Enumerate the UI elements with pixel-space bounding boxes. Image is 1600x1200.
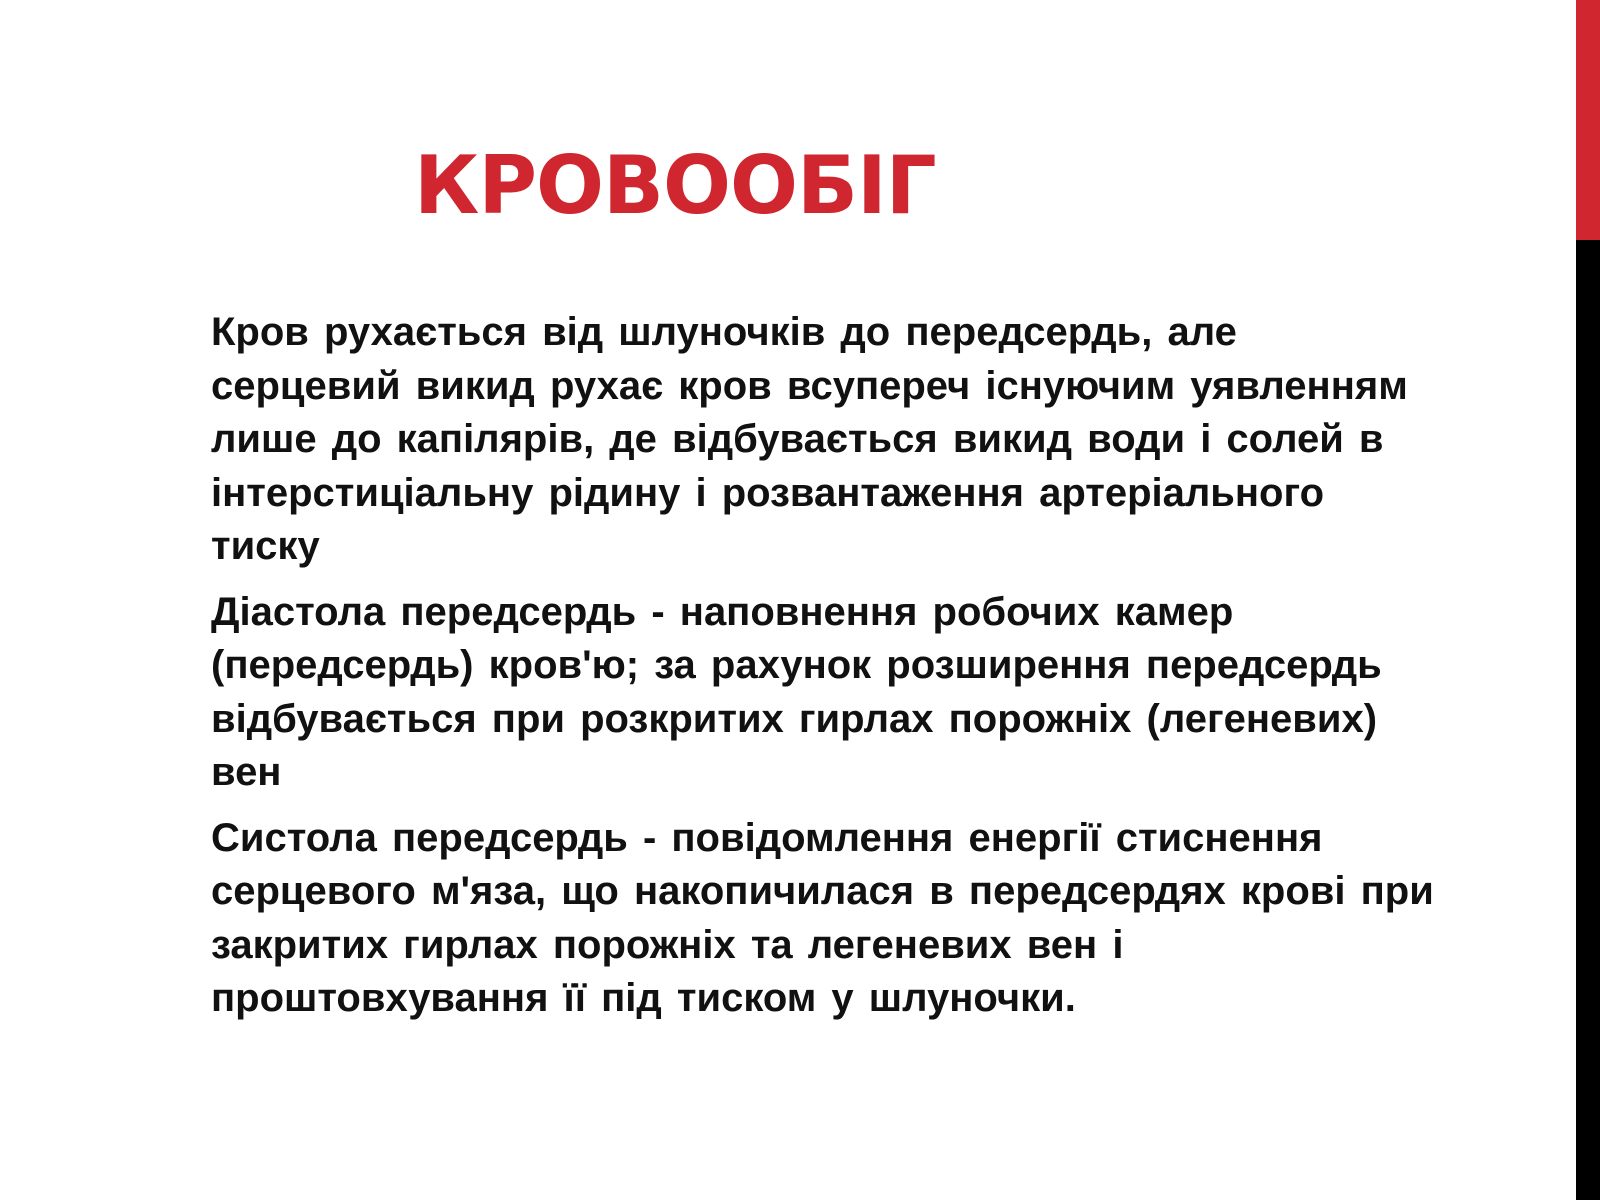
paragraph-line: Діастола передсердь - наповнення робочих камер (211, 589, 1234, 634)
paragraph-line: серцевий викид рухає кров всупереч існуючим уявленням (211, 363, 1408, 408)
paragraph-atrial-systole (124, 812, 1464, 1026)
paragraph-line: інтерстиціальну рідину і розвантаження артеріального (211, 470, 1325, 515)
paragraph-line: Систола передсердь - повідомлення енергії стиснення (211, 815, 1323, 860)
side-bar (1576, 0, 1600, 1200)
paragraph-line: лише до капілярів, де відбувається викид води і солей в (211, 417, 1384, 461)
paragraph-line: проштовхування її під тиском у шлуночки. (211, 976, 1076, 1020)
paragraph-atrial-diastole (124, 586, 1464, 800)
paragraph-line: (передсердь) кров'ю; за рахунок розширення передсердь (211, 643, 1382, 687)
paragraph-blood-flow (124, 306, 1464, 574)
paragraph-line: Кров рухається від шлуночків до передсердь, але (211, 310, 1237, 354)
paragraph-line: відбувається при розкритих гирлах порожніх (легеневих) (211, 696, 1378, 741)
slide-title: КРОВООБІГ (414, 139, 936, 232)
slide-body (124, 306, 1464, 1038)
paragraph-line: серцевого м'яза, що накопичилася в передсердях крові при (211, 869, 1434, 913)
paragraph-line: тиску (211, 524, 320, 568)
paragraph-line: закритих гирлах порожніх та легеневих вен і (211, 922, 1124, 967)
paragraph-line: вен (211, 750, 282, 794)
side-bar-accent (1576, 0, 1600, 240)
